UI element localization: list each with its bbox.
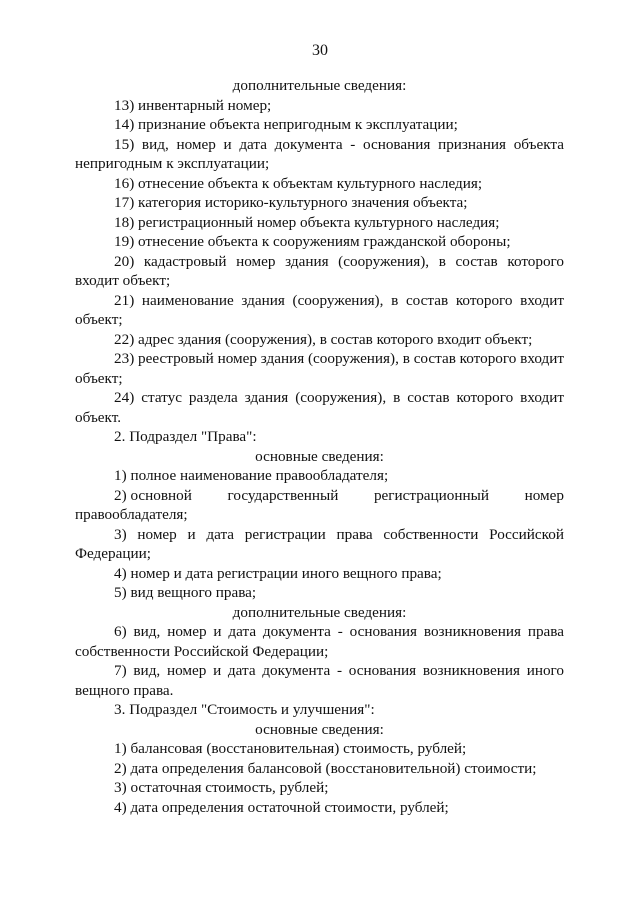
rights-item-2-word: государственный bbox=[227, 486, 339, 504]
rights-item-2 bbox=[75, 486, 564, 506]
section-heading-rights: 2. Подраздел "Права": bbox=[114, 428, 257, 445]
cost-item-2: 2) дата определения балансовой (восстановительной) стоимости; bbox=[114, 759, 537, 777]
section-heading-cost: 3. Подраздел "Стоимость и улучшения": bbox=[114, 701, 375, 718]
cost-item-4: 4) дата определения остаточной стоимости, рублей; bbox=[114, 798, 449, 816]
subheading-main-info: основные сведения: bbox=[255, 720, 384, 738]
list-item-16: 16) отнесение объекта к объектам культурного наследия; bbox=[114, 174, 483, 192]
rights-item-6: 6) вид, номер и дата документа - основания возникновения права собственности Российской Федерации; bbox=[75, 623, 564, 660]
rights-item-2-word: номер bbox=[524, 486, 564, 504]
rights-item-2-word: 2) основной bbox=[114, 486, 192, 504]
list-item-20: 20) кадастровый номер здания (сооружения), в состав которого входит объект; bbox=[75, 252, 564, 289]
list-item-24: 24) статус раздела здания (сооружения), в состав которого входит объект. bbox=[75, 389, 564, 426]
rights-item-4: 4) номер и дата регистрации иного вещного права; bbox=[114, 564, 442, 582]
subheading-additional-info: дополнительные сведения: bbox=[232, 603, 407, 621]
cost-item-3: 3) остаточная стоимость, рублей; bbox=[114, 779, 329, 796]
list-item-14: 14) признание объекта непригодным к эксплуатации; bbox=[114, 116, 458, 133]
list-item-13: 13) инвентарный номер; bbox=[114, 96, 272, 114]
rights-item-2-word: регистрационный bbox=[373, 486, 489, 504]
rights-item-5: 5) вид вещного права; bbox=[114, 584, 257, 601]
cost-item-1: 1) балансовая (восстановительная) стоимость, рублей; bbox=[114, 740, 467, 757]
list-item-22: 22) адрес здания (сооружения), в состав которого входит объект; bbox=[114, 330, 533, 348]
list-item-23: 23) реестровый номер здания (сооружения), в состав которого входит объект; bbox=[75, 350, 564, 387]
subheading-main-info: основные сведения: bbox=[255, 447, 384, 465]
list-item-21: 21) наименование здания (сооружения), в состав которого входит объект; bbox=[75, 291, 564, 328]
rights-item-1: 1) полное наименование правообладателя; bbox=[114, 467, 389, 484]
document-body bbox=[75, 76, 564, 817]
rights-item-3: 3) номер и дата регистрации права собственности Российской Федерации; bbox=[75, 525, 564, 562]
list-item-17: 17) категория историко-культурного значения объекта; bbox=[114, 194, 468, 211]
rights-item-7: 7) вид, номер и дата документа - основания возникновения иного вещного права. bbox=[75, 662, 564, 699]
list-item-19: 19) отнесение объекта к сооружениям гражданской обороны; bbox=[114, 233, 511, 250]
rights-item-2-continuation: правообладателя; bbox=[75, 506, 188, 523]
page-number: 30 bbox=[312, 42, 328, 59]
list-item-18: 18) регистрационный номер объекта культурного наследия; bbox=[114, 213, 500, 231]
subheading-additional-info: дополнительные сведения: bbox=[232, 77, 407, 94]
list-item-15: 15) вид, номер и дата документа - основания признания объекта непригодным к эксплуатации; bbox=[75, 135, 564, 172]
